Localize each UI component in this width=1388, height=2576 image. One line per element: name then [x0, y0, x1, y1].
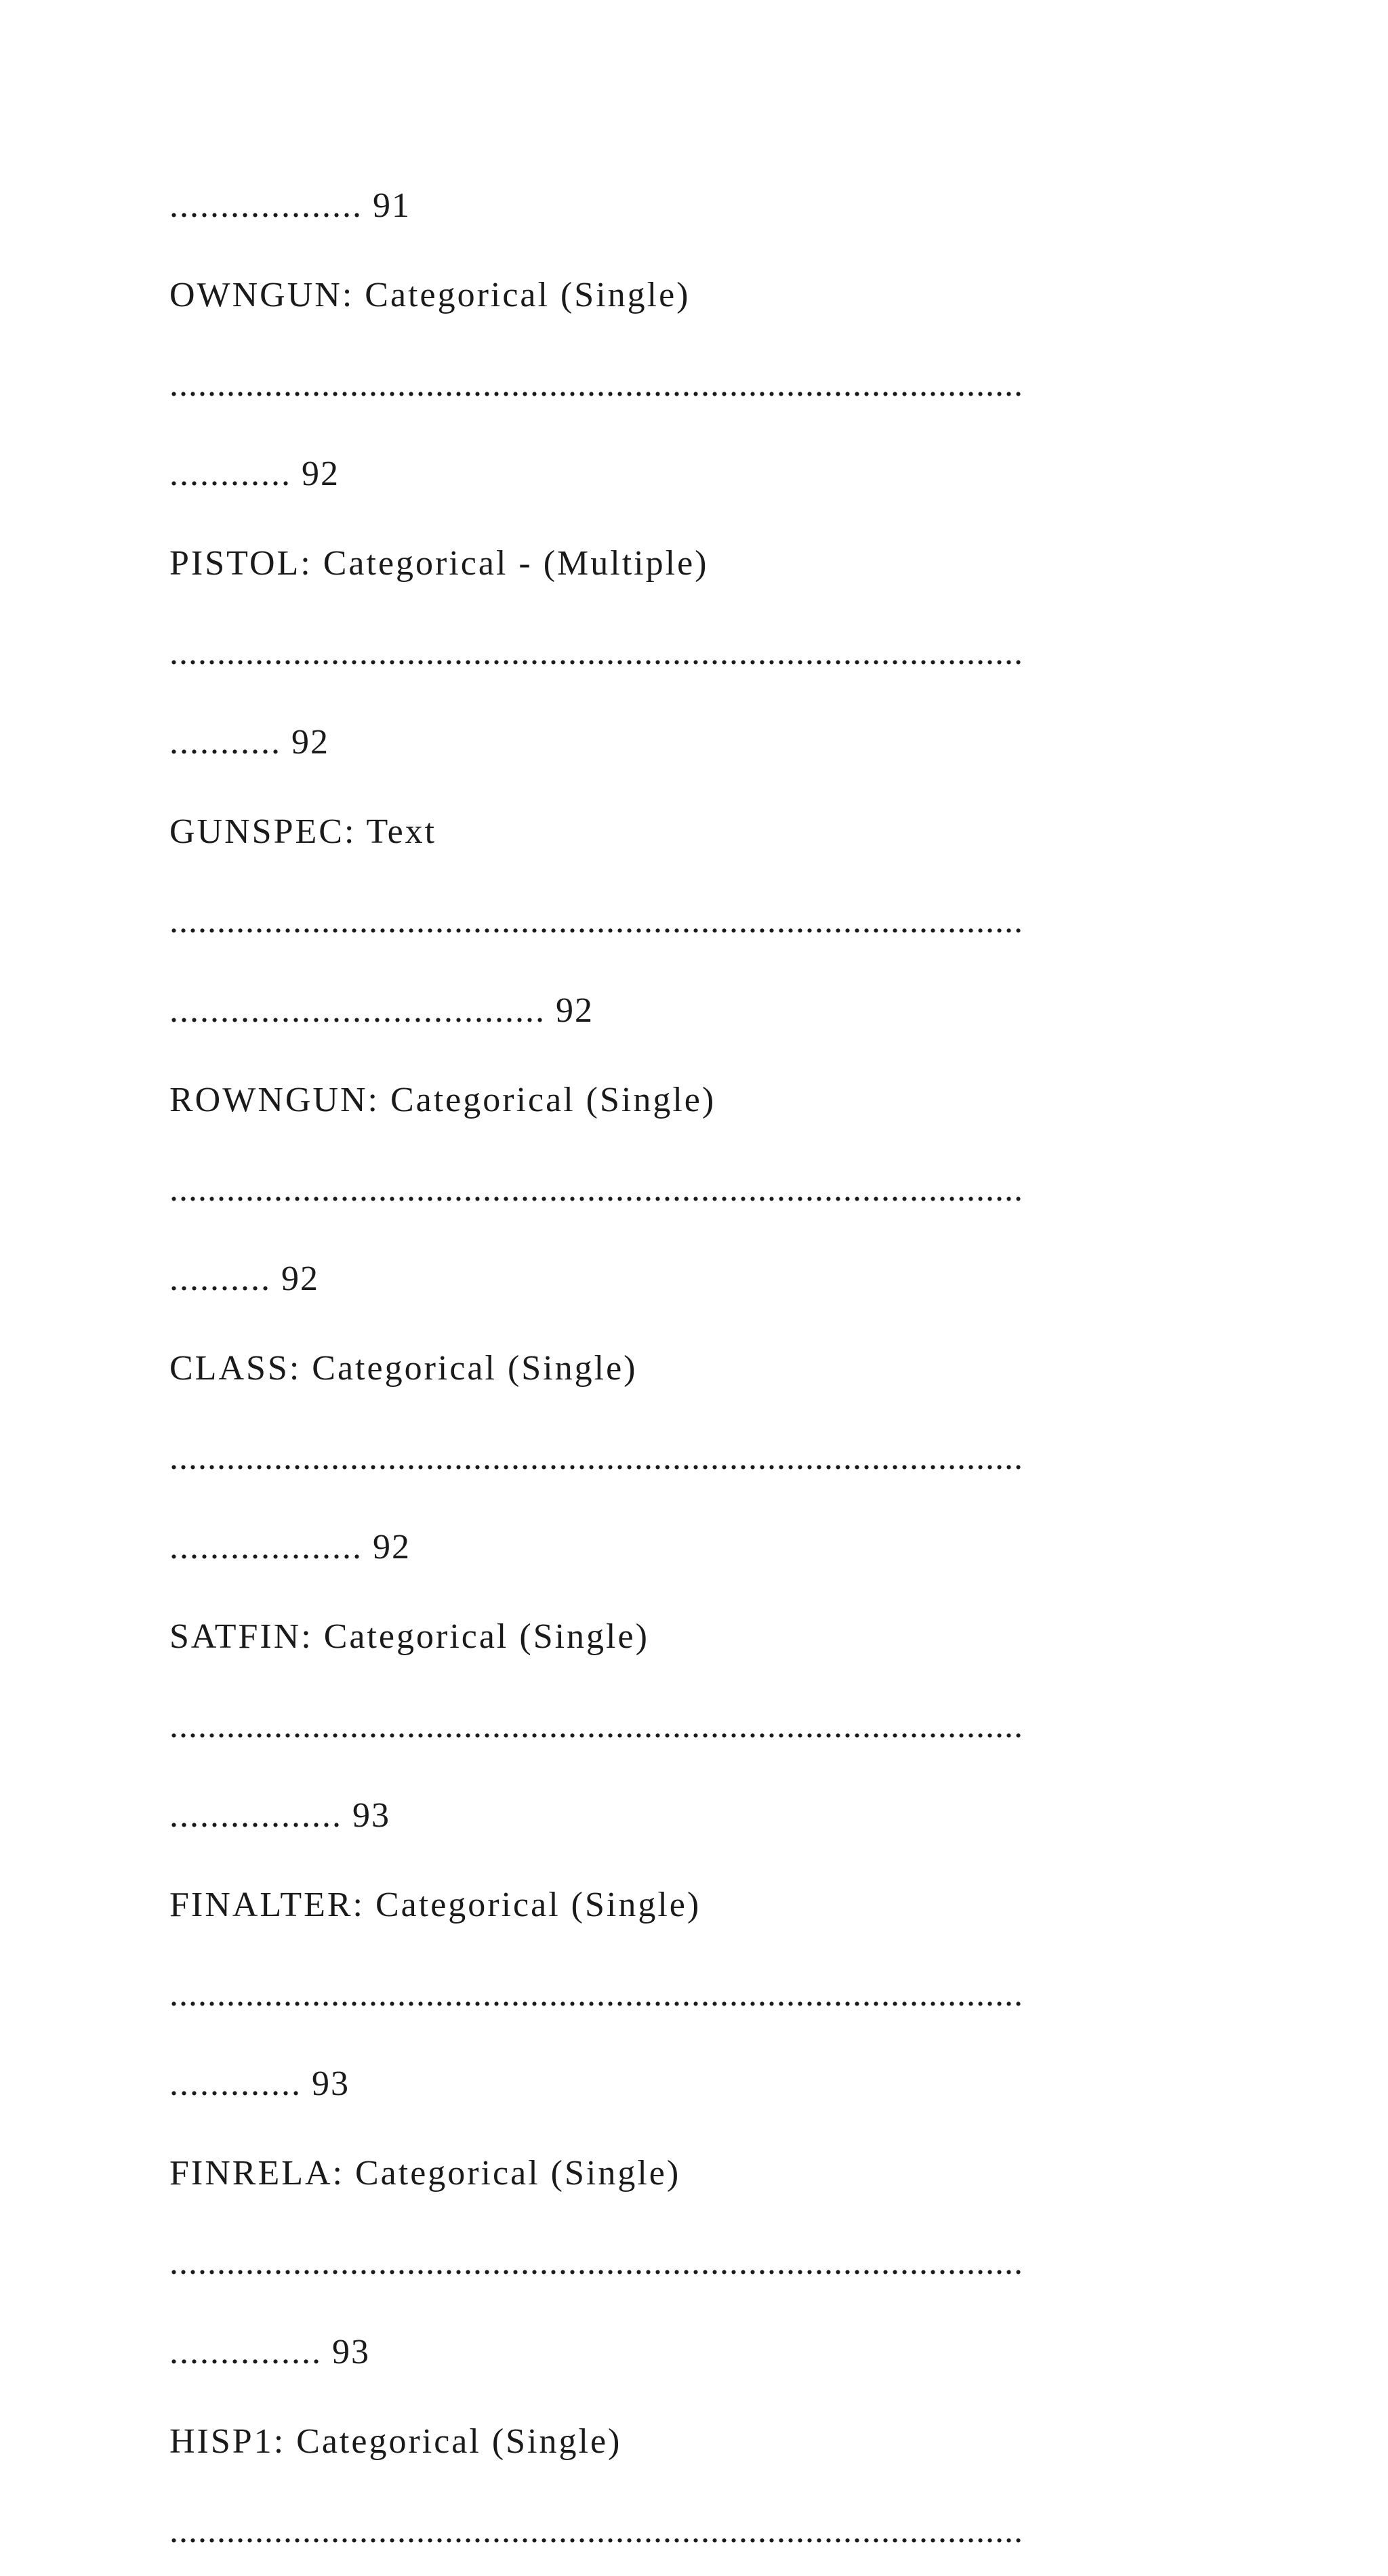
toc-page: [169, 161, 1233, 2576]
toc-dot-leader: ..........................................................................................: [169, 1975, 1023, 2014]
toc-entry-class: [169, 1324, 1233, 1592]
toc-page-ref: ........... 92: [169, 723, 329, 762]
toc-dot-leader: ..........................................................................................: [169, 1170, 1023, 1209]
toc-entry-pistol: [169, 519, 1233, 787]
toc-dot-leader: ..........................................................................................: [169, 1438, 1023, 1477]
toc-page-ref: .......... 92: [169, 1260, 319, 1298]
toc-page-ref: ..................................... 92: [169, 991, 594, 1030]
toc-entry-title: HISP1: Categorical (Single): [169, 2422, 622, 2461]
toc-dot-leader: ..........................................................................................: [169, 2243, 1023, 2282]
toc-entry-title: GUNSPEC: Text: [169, 812, 437, 851]
toc-page-ref: ............... 93: [169, 2333, 370, 2371]
toc-entry-title: SATFIN: Categorical (Single): [169, 1617, 649, 1656]
toc-page-ref: ............ 92: [169, 455, 340, 493]
toc-entry-title: OWNGUN: Categorical (Single): [169, 276, 691, 314]
toc-page-ref: ............. 93: [169, 2064, 350, 2103]
toc-page-ref: ................... 92: [169, 1528, 411, 1566]
toc-entry-title: CLASS: Categorical (Single): [169, 1349, 638, 1388]
toc-dot-leader: ..........................................................................................: [169, 2512, 1023, 2550]
toc-entry-title: PISTOL: Categorical - (Multiple): [169, 544, 709, 583]
toc-dot-leader: ..........................................................................................: [169, 902, 1023, 940]
toc-entry-finrela: [169, 2129, 1233, 2397]
toc-dot-leader: ..........................................................................................: [169, 1707, 1023, 1745]
toc-entry-gunspec: [169, 787, 1233, 1056]
toc-entry-title: FINALTER: Categorical (Single): [169, 1886, 701, 1924]
toc-page-ref: ................. 93: [169, 1796, 390, 1835]
toc-dot-leader: ..........................................................................................: [169, 365, 1023, 404]
toc-entry-owngun: [169, 251, 1233, 519]
toc-entry-title: FINRELA: Categorical (Single): [169, 2154, 681, 2193]
toc-entry-title: ROWNGUN: Categorical (Single): [169, 1081, 716, 1119]
toc-continuation-line: ................... 91: [169, 186, 411, 225]
toc-entry-finalter: [169, 1861, 1233, 2129]
toc-entry-hisp1: [169, 2397, 1233, 2576]
toc-dot-leader: ..........................................................................................: [169, 633, 1023, 672]
toc-entry-rowngun: [169, 1056, 1233, 1324]
toc-entry-satfin: [169, 1592, 1233, 1861]
